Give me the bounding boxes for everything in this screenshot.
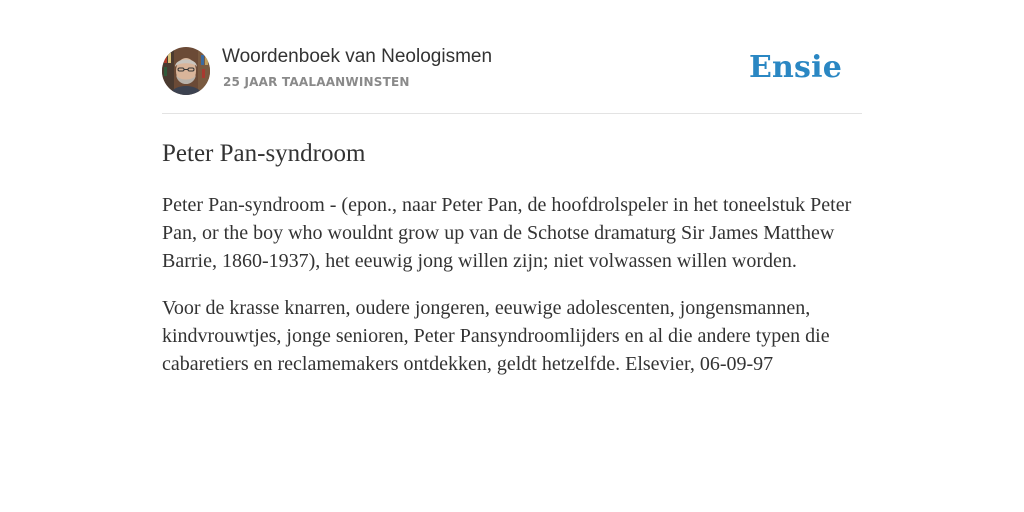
brand-logo-link[interactable]: Ensie <box>748 50 842 85</box>
entry-card <box>162 40 862 378</box>
author-subtitle: 25 JAAR TAALAANWINSTEN <box>223 75 410 89</box>
entry-example-quote: Voor de krasse knarren, oudere jongeren, eeuwige adolescenten, jongensmannen, kindvrouwtjes, jonge senioren, Peter Pansyndroomlijders en al die andere typen die cabaretiers en reclamemakers ontdekken, geldt hetzelfde. Elsevier, 06-09-97 <box>162 297 830 375</box>
entry-header <box>162 40 862 114</box>
author-avatar[interactable] <box>162 47 210 95</box>
author-name[interactable]: Woordenboek van Neologismen <box>222 46 493 67</box>
entry-title: Peter Pan-syndroom <box>162 140 366 167</box>
entry-definition: Peter Pan-syndroom - (epon., naar Peter Pan, de hoofdrolspeler in het toneelstuk Peter Pan, or the boy who wouldnt grow up van de Schotse dramaturg Sir James Matthew Barrie, 1860-1937), het eeuwig jong willen zijn; niet volwassen willen worden. <box>162 194 852 272</box>
portrait-photo-icon <box>162 47 210 95</box>
